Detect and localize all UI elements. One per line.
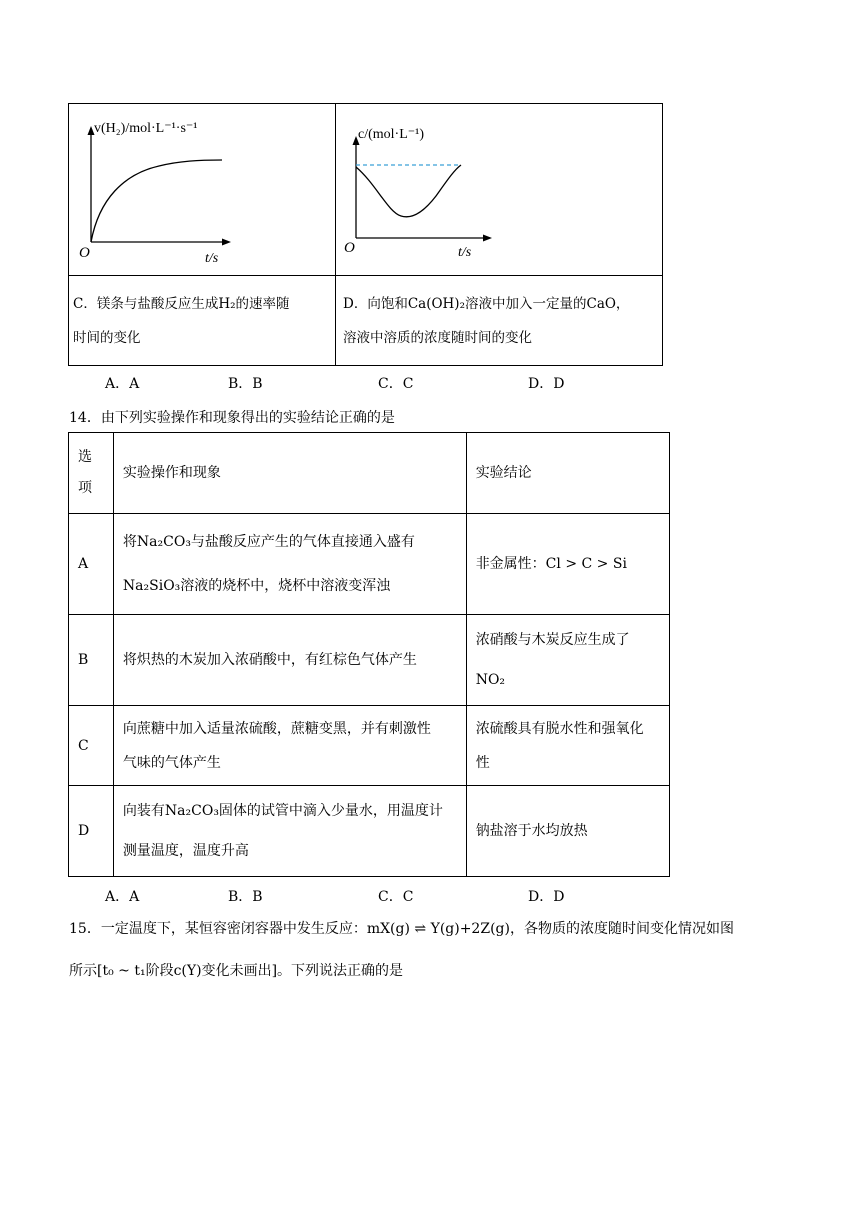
row-c-op-line2: 气味的气体产生 xyxy=(122,754,221,771)
caption-c-line2: 时间的变化 xyxy=(73,329,141,346)
graph-d-x-label: t/s xyxy=(458,245,472,260)
caption-d-line2: 溶液中溶质的浓度随时间的变化 xyxy=(343,329,532,346)
graph-d-origin: O xyxy=(344,240,355,256)
row-a-op-line1: 将Na₂CO₃与盐酸反应产生的气体直接通入盛有 xyxy=(122,534,415,550)
header-option-line2: 项 xyxy=(78,480,92,496)
row-c-option: C xyxy=(78,737,89,754)
row-a-option: A xyxy=(78,556,89,572)
row-b-con-line1: 浓硝酸与木炭反应生成了 xyxy=(475,632,630,648)
q13-option-b[interactable]: B．B xyxy=(228,376,263,392)
caption-c-cell xyxy=(69,276,336,366)
row-d-op-line1: 向装有Na₂CO₃固体的试管中滴入少量水，用温度计 xyxy=(122,803,443,819)
graph-d-cell xyxy=(336,104,663,276)
table-row xyxy=(69,615,670,706)
header-operation-cell xyxy=(113,433,466,514)
row-d-op-line2: 测量温度，温度升高 xyxy=(122,843,249,859)
q14-option-b[interactable]: B．B xyxy=(228,889,263,905)
row-b-op-line1: 将炽热的木炭加入浓硝酸中，有红棕色气体产生 xyxy=(122,652,417,668)
graph-d-y-label: c/(mol·L⁻¹) xyxy=(358,127,425,142)
row-b-con-line2: NO₂ xyxy=(475,672,506,688)
graph-c xyxy=(69,104,335,275)
graph-d xyxy=(336,104,662,275)
q14-option-d[interactable]: D．D xyxy=(528,889,565,905)
graph-c-x-label: t/s xyxy=(205,251,219,266)
row-c-con-line1: 浓硫酸具有脱水性和强氧化 xyxy=(475,720,644,737)
row-a-conclusion: 非金属性：Cl > C > Si xyxy=(475,556,627,572)
graph-c-cell xyxy=(69,104,336,276)
header-conclusion: 实验结论 xyxy=(475,465,532,481)
graph-c-y-label: v(H₂)/mol·L⁻¹·s⁻¹ xyxy=(94,121,198,136)
table-row xyxy=(69,514,670,615)
q15-line1: 15．一定温度下，某恒容密闭容器中发生反应：mX(g) ⇌ Y(g)+2Z(g)，各物质的浓度随时间变化情况如图 xyxy=(69,921,734,937)
header-conclusion-cell xyxy=(466,433,669,514)
q14-option-c[interactable]: C．C xyxy=(378,889,414,905)
caption-d-line1: D．向饱和Ca(OH)₂溶液中加入一定量的CaO， xyxy=(343,295,630,312)
q13-option-a[interactable]: A．A xyxy=(105,376,140,392)
header-option-cell xyxy=(69,433,114,514)
graph-c-origin: O xyxy=(79,245,90,261)
q14-option-a[interactable]: A．A xyxy=(105,889,140,905)
row-c-con-line2: 性 xyxy=(475,754,490,771)
header-operation: 实验操作和现象 xyxy=(122,465,221,481)
caption-c-line1: C．镁条与盐酸反应生成H₂的速率随 xyxy=(73,295,290,312)
q14-stem: 14．由下列实验操作和现象得出的实验结论正确的是 xyxy=(69,410,395,426)
caption-d-cell xyxy=(336,276,663,366)
q15-line2: 所示[t₀ ~ t₁阶段c(Y)变化未画出]。下列说法正确的是 xyxy=(69,963,404,979)
q14-table xyxy=(68,432,670,877)
table-header-row xyxy=(69,433,670,514)
row-c-op-line1: 向蔗糖中加入适量浓硫酸，蔗糖变黑，并有刺激性 xyxy=(122,720,431,737)
header-option-line1: 选 xyxy=(78,449,92,465)
table-row xyxy=(69,786,670,877)
q13-option-d[interactable]: D．D xyxy=(528,376,565,392)
table-row xyxy=(69,706,670,786)
row-b-option: B xyxy=(78,652,89,668)
q13-option-c[interactable]: C．C xyxy=(378,376,414,392)
row-d-option: D xyxy=(78,823,90,839)
q13-graph-table xyxy=(68,103,663,366)
row-d-conclusion: 钠盐溶于水均放热 xyxy=(475,823,588,839)
row-a-op-line2: Na₂SiO₃溶液的烧杯中，烧杯中溶液变浑浊 xyxy=(122,578,391,594)
